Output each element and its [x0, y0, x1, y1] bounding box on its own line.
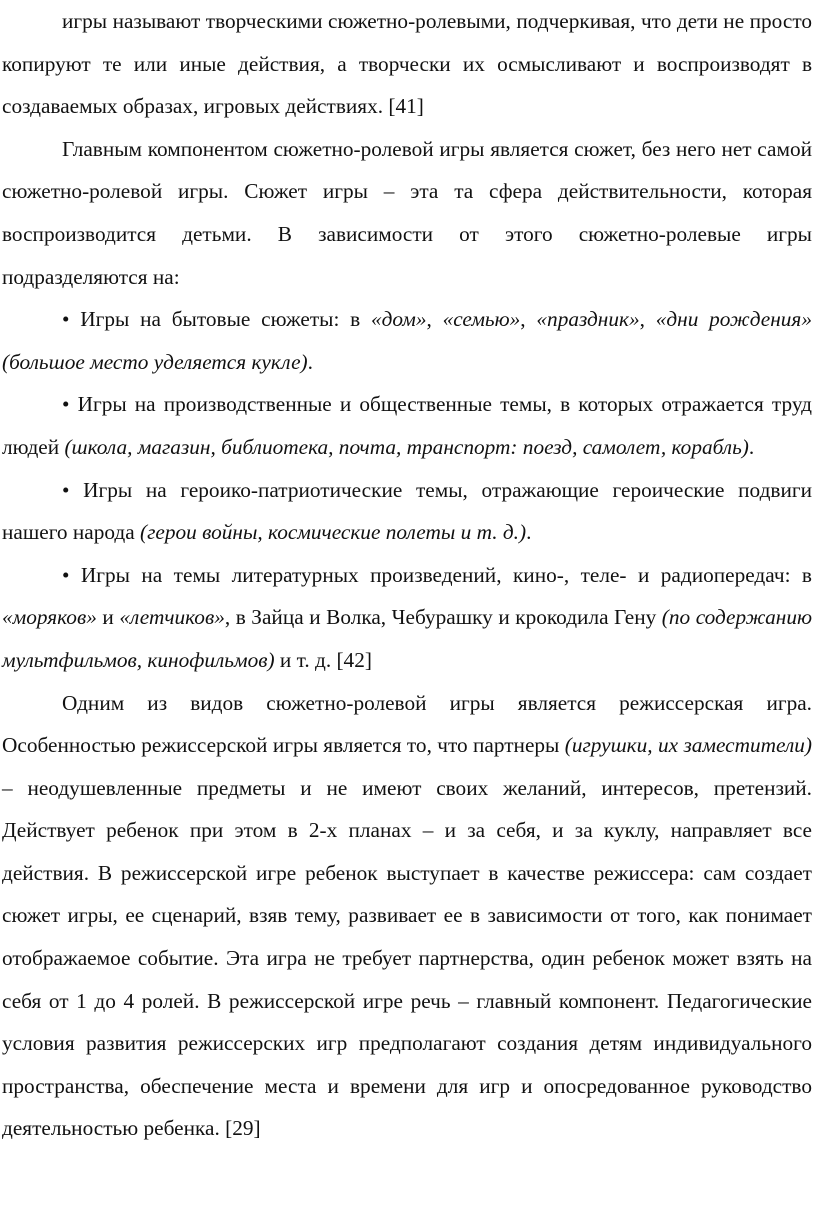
text-run: • Игры на производственные и общественные темы, в которых отражается труд людей [2, 392, 812, 459]
document-body [2, 0, 812, 1150]
text-run: игры называют творческими сюжетно-ролевыми, подчеркивая, что дети не просто копируют те или иные действия, а творчески их осмысливают и воспроизводят в создаваемых образах, игровых действиях. [41] [2, 9, 812, 119]
italic-text-run: «дом» [370, 307, 427, 332]
list-item-household-plots [2, 298, 812, 383]
text-run: . [307, 349, 313, 374]
text-run: и т. д. [42] [274, 647, 372, 672]
text-run: Главным компонентом сюжетно-ролевой игры является сюжет, без него нет самой сюжетно-ролевой игры. Сюжет игры – эта та сфера действительности, которая воспроизводится детьми. В зависимости от этого сюжетно-ролевые игры подразделяются на: [2, 136, 812, 289]
text-run: , [520, 307, 537, 332]
italic-text-run: (по содержанию мультфильмов, кинофильмов) [2, 605, 813, 672]
italic-text-run: «дни рождения» (большое место уделяется кукле) [2, 307, 812, 374]
italic-text-run: «летчиков» [119, 605, 225, 630]
italic-text-run: «семью» [442, 307, 521, 332]
text-run: , [426, 307, 443, 332]
text-run: , [639, 307, 656, 332]
text-run: • Игры на героико-патриотические темы, отражающие героические подвиги нашего народа [2, 477, 812, 545]
paragraph-plot-definition [2, 128, 812, 298]
italic-text-run: (игрушки, их заместители) [564, 733, 812, 758]
italic-text-run: (герои войны, космические полеты и т. д.) [140, 520, 527, 545]
italic-text-run: «моряков» [2, 605, 97, 630]
list-item-literary-media-themes [2, 554, 812, 682]
list-item-heroic-patriotic-themes [2, 469, 812, 554]
text-run: • Игры на темы литературных произведений, кино-, теле- и радиопередач: в [62, 562, 812, 587]
paragraph-director-game [2, 682, 812, 1151]
text-run: – неодушевленные предметы и не имеют своих желаний, интересов, претензий. Действует ребенок при этом в 2-х планах – и за себя, и за куклу, направляет все действия. В режиссерской игре ребенок выступает в качестве режиссера: сам создает сюжет игры, ее сценарий, взяв тему, развивает ее в зависимости от того, как понимает отображаемое событие. Эта игра не требует партнерства, один ребенок может взять на себя от 1 до 4 ролей. В режиссерской игре речь – главный компонент. Педагогические условия развития режиссерских игр предполагают создания детям индивидуального пространства, обеспечение места и времени для игр и опосредованное руководство деятельностью ребенка. [29] [2, 775, 812, 1141]
text-run: и [96, 605, 120, 630]
text-run: • Игры на бытовые сюжеты: в [62, 307, 371, 332]
paragraph-continuation [2, 0, 812, 128]
italic-text-run: «праздник» [536, 307, 640, 332]
text-run: , в Зайца и Волка, Чебурашку и крокодила Гену [224, 605, 662, 630]
text-run: . [748, 434, 755, 459]
list-item-industrial-social-themes [2, 383, 812, 468]
italic-text-run: (школа, магазин, библиотека, почта, транспорт: поезд, самолет, корабль) [64, 434, 749, 459]
text-run: Одним из видов сюжетно-ролевой игры является режиссерская игра. Особенностью режиссерской игры является то, что партнеры [2, 690, 812, 758]
text-run: . [526, 520, 532, 545]
